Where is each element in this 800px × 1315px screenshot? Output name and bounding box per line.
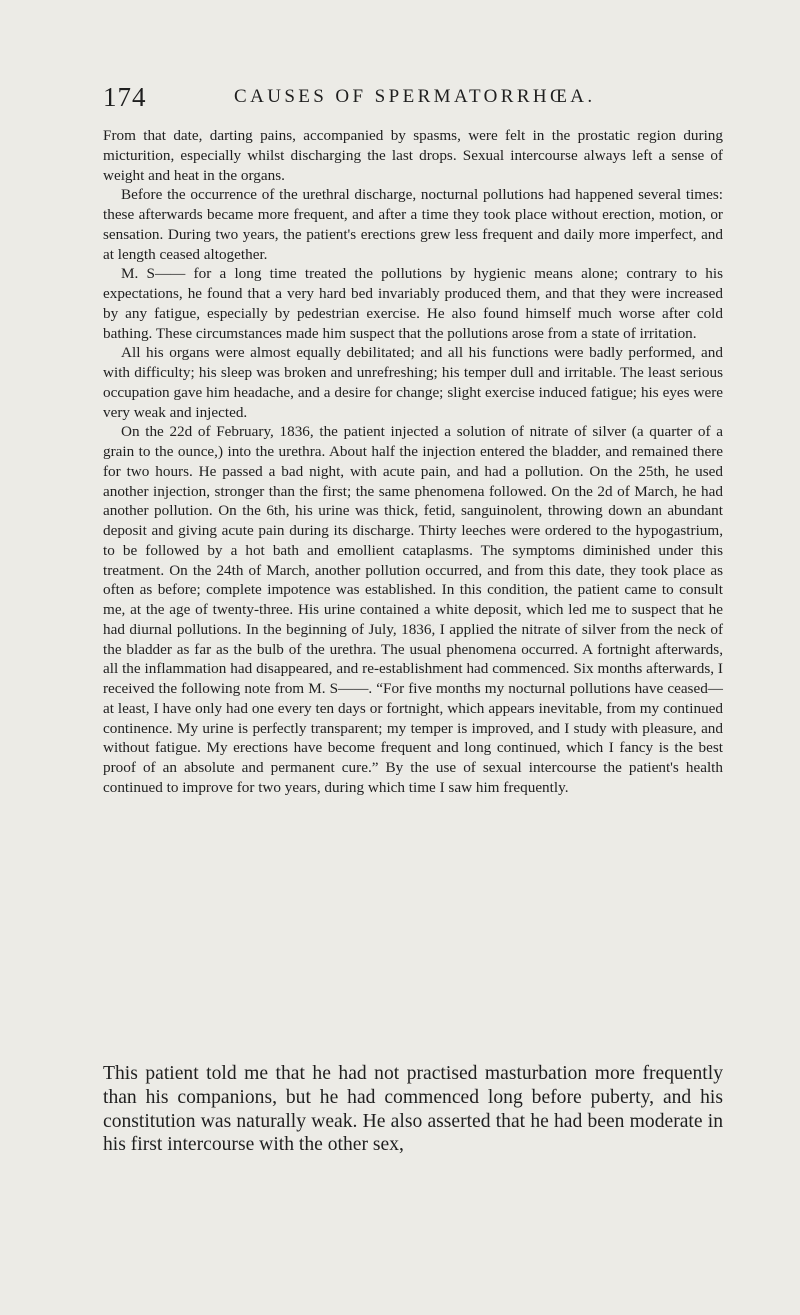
paragraph: M. S—— for a long time treated the pollutions by hygienic means alone; contrary to his expectations, he found that a very hard bed invariably produced them, and that they were increased by any fatigue, especially by pedestrian exercise. He also found himself much worse after cold bathing. These circumstances made him suspect that the pollutions arose from a state of irritation. bbox=[103, 265, 723, 342]
running-head bbox=[103, 82, 743, 112]
running-title: CAUSES OF SPERMATORRHŒA. bbox=[234, 86, 596, 107]
paragraph: Before the occurrence of the urethral discharge, nocturnal pollutions had happened several times: these afterwards became more frequent, and after a time they took place without erection, motion, or sensation. During two years, the patient's erections grew less frequent and daily more imperfect, and at length ceased altogether. bbox=[103, 186, 723, 263]
commentary-text bbox=[103, 1062, 723, 1157]
case-report-text bbox=[103, 126, 723, 798]
page-number: 174 bbox=[103, 82, 147, 112]
paragraph: On the 22d of February, 1836, the patient injected a solution of nitrate of silver (a quarter of a grain to the ounce,) into the urethra. About half the injection entered the bladder, and remained there for two hours. He passed a bad night, with acute pain, and had a pollution. On the 25th, he used another injection, stronger than the first; the same phenomena followed. On the 2d of March, he had another pollution. On the 6th, his urine was thick, fetid, sanguinolent, throwing down an abundant deposit and giving acute pain during its discharge. Thirty leeches were ordered to the hypogastrium, to be followed by a hot bath and emollient cataplasms. The symptoms diminished under this treatment. On the 24th of March, another pollution occurred, and from this date, they took place as often as before; complete impotence was established. In this condition, the patient came to consult me, at the age of twenty-three. His urine contained a white deposit, which led me to suspect that he had diurnal pollutions. In the beginning of July, 1836, I applied the nitrate of silver from the neck of the bladder as far as the bulb of the urethra. The usual phenomena occurred. A fortnight afterwards, all the inflammation had disappeared, and re-establishment had commenced. Six months afterwards, I received the following note from M. S——. “For five months my nocturnal pollutions have ceased—at least, I have only had one every ten days or fortnight, which appears inevitable, from my continued continence. My urine is perfectly transparent; my temper is improved, and I study with pleasure, and without fatigue. My erections have become frequent and long continued, which I fancy is the best proof of an absolute and permanent cure.” By the use of sexual intercourse the patient's health continued to improve for two years, during which time I saw him frequently. bbox=[103, 423, 723, 796]
paragraph: All his organs were almost equally debilitated; and all his functions were badly performed, and with difficulty; his sleep was broken and unrefreshing; his temper dull and irritable. The least serious occupation gave him headache, and a desire for change; slight exercise induced fatigue; his eyes were very weak and injected. bbox=[103, 344, 723, 421]
paragraph: From that date, darting pains, accompanied by spasms, were felt in the prostatic region during micturition, especially whilst discharging the last drops. Sexual intercourse always left a sense of weight and heat in the organs. bbox=[103, 127, 723, 184]
paragraph: This patient told me that he had not practised masturbation more frequently than his companions, but he had commenced long before puberty, and his constitution was naturally weak. He also asserted that he had been moderate in his first intercourse with the other sex, bbox=[103, 1063, 723, 1156]
